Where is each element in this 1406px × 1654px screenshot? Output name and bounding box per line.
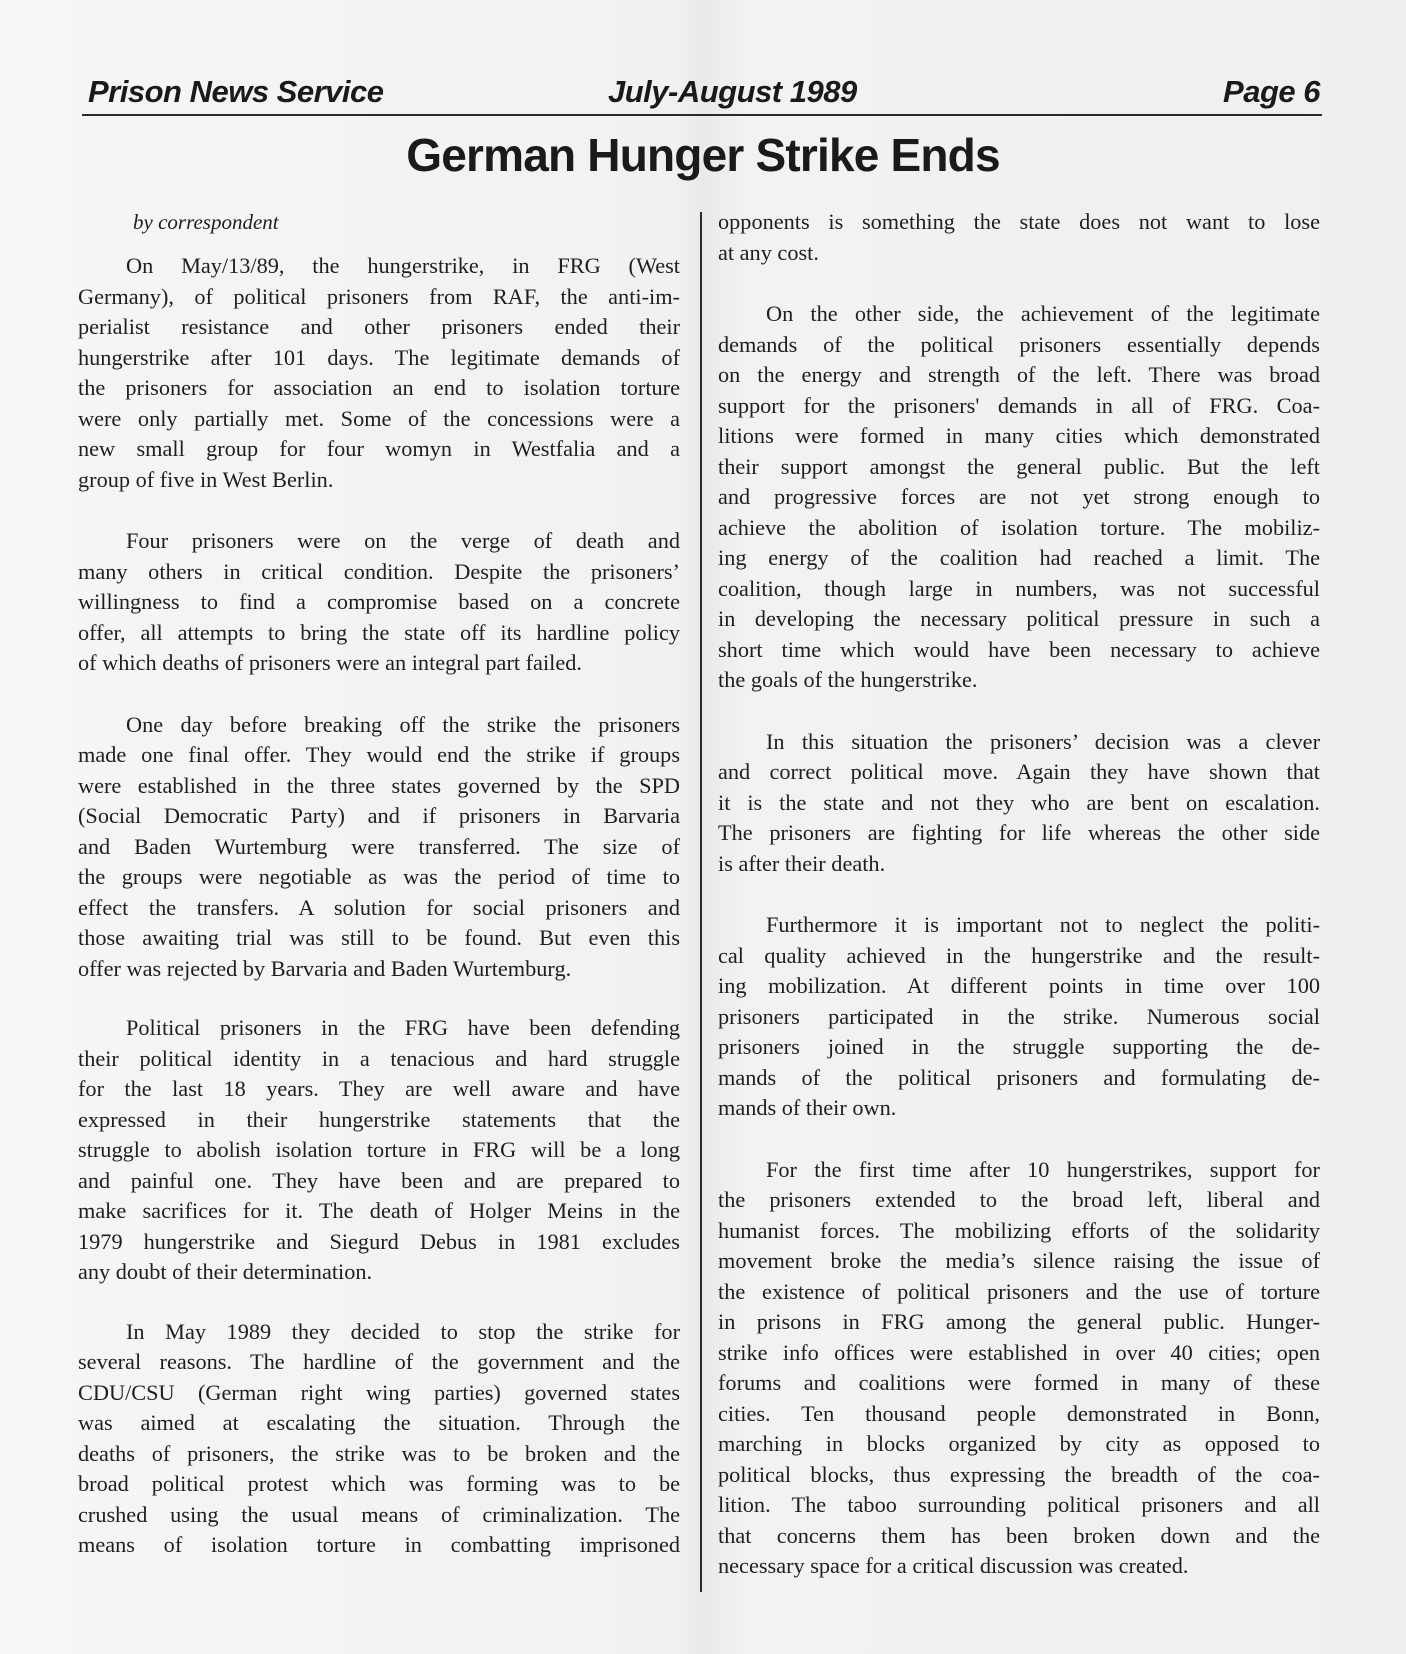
- text-line: In this situation the prisoners’ decision was a clever: [766, 728, 1320, 754]
- text-line: prisoners joined in the struggle supporting the de-: [718, 1034, 1320, 1059]
- text-line: the goals of the hungerstrike.: [718, 667, 978, 692]
- text-line: those awaiting trial was still to be found. But even this: [78, 925, 680, 950]
- article-column-right: [718, 207, 1320, 1612]
- text-line: short time which would have been necessary to achieve: [718, 636, 1320, 662]
- text-line: coalition, though large in numbers, was not successful: [718, 575, 1320, 601]
- paragraph: [718, 1155, 1320, 1582]
- text-line: and painful one. They have been and are prepared to: [78, 1167, 680, 1193]
- paragraph: [718, 299, 1320, 696]
- text-line: at any cost.: [718, 239, 819, 265]
- text-line: effect the transfers. A solution for social prisoners and: [78, 894, 680, 920]
- text-line: was aimed at escalating the situation. Through the: [78, 1410, 680, 1435]
- text-line: One day before breaking off the strike the prisoners: [126, 711, 680, 737]
- text-line: group of five in West Berlin.: [78, 466, 334, 492]
- text-line: and correct political move. Again they have shown that: [718, 759, 1320, 784]
- publication-name: Prison News Service: [88, 74, 384, 109]
- text-line: movement broke the media’s silence raising the issue of: [718, 1248, 1320, 1273]
- text-line: litions were formed in many cities which demonstrated: [718, 423, 1320, 448]
- text-line: any doubt of their determination.: [78, 1259, 373, 1284]
- paragraph: [78, 1013, 680, 1288]
- text-line: opponents is something the state does not want to lose: [718, 209, 1320, 234]
- masthead-rule: [82, 114, 1322, 116]
- text-line: and progressive forces are not yet strong enough to: [718, 484, 1320, 509]
- text-line: For the first time after 10 hungerstrikes, support for: [766, 1156, 1320, 1182]
- paragraph: [718, 727, 1320, 880]
- text-line: marching in blocks organized by city as opposed to: [718, 1431, 1320, 1456]
- text-line: Germany), of political prisoners from RAF, the anti-im-: [78, 283, 680, 309]
- text-line: offer, all attempts to bring the state off its hardline policy: [78, 619, 680, 645]
- text-line: of which deaths of prisoners were an integral part failed.: [78, 650, 582, 675]
- text-line: 1979 hungerstrike and Siegurd Debus in 1981 excludes: [78, 1228, 680, 1254]
- text-line: strike info offices were established in over 40 cities; open: [718, 1339, 1320, 1365]
- byline: by correspondent: [133, 210, 279, 234]
- text-line: in prisons in FRG among the general public. Hunger-: [718, 1309, 1320, 1334]
- text-line: CDU/CSU (German right wing parties) governed states: [78, 1379, 680, 1405]
- text-line: the existence of political prisoners and the use of torture: [718, 1278, 1320, 1304]
- text-line: forums and coalitions were formed in many of these: [718, 1370, 1320, 1395]
- text-line: hungerstrike after 101 days. The legitimate demands of: [78, 344, 680, 370]
- paragraph: [78, 526, 680, 679]
- text-line: demands of the political prisoners essentially depends: [718, 331, 1320, 357]
- text-line: on the energy and strength of the left. There was broad: [718, 362, 1320, 387]
- article-title: German Hunger Strike Ends: [406, 129, 1000, 181]
- text-line: The prisoners are fighting for life whereas the other side: [718, 820, 1320, 845]
- text-line: willingness to find a compromise based on a concrete: [78, 589, 680, 614]
- text-line: the groups were negotiable as was the period of time to: [78, 864, 680, 889]
- paragraph: [718, 207, 1320, 268]
- text-line: offer was rejected by Barvaria and Baden Wurtemburg.: [78, 955, 572, 981]
- column-divider: [700, 212, 702, 1592]
- page-number: Page 6: [1223, 74, 1320, 109]
- text-line: that concerns them has been broken down and the: [718, 1522, 1320, 1548]
- text-line: humanist forces. The mobilizing efforts of the solidarity: [718, 1217, 1320, 1243]
- text-line: expressed in their hungerstrike statements that the: [78, 1106, 680, 1132]
- text-line: cal quality achieved in the hungerstrike and the result-: [718, 942, 1320, 968]
- text-line: ing mobilization. At different points in time over 100: [718, 973, 1320, 998]
- masthead: [88, 70, 1320, 114]
- text-line: struggle to abolish isolation torture in FRG will be a long: [78, 1137, 680, 1162]
- text-line: lition. The taboo surrounding political prisoners and all: [718, 1492, 1320, 1517]
- text-line: crushed using the usual means of criminalization. The: [78, 1501, 680, 1527]
- text-line: were established in the three states governed by the SPD: [78, 772, 680, 798]
- text-line: means of isolation torture in combatting imprisoned: [78, 1532, 680, 1557]
- text-line: In May 1989 they decided to stop the strike for: [126, 1318, 680, 1344]
- text-line: broad political protest which was forming was to be: [78, 1471, 680, 1496]
- text-line: necessary space for a critical discussion was created.: [718, 1553, 1189, 1578]
- text-line: deaths of prisoners, the strike was to be broken and the: [78, 1440, 680, 1466]
- text-line: On the other side, the achievement of the legitimate: [766, 301, 1320, 326]
- text-line: new small group for four womyn in Westfalia and a: [78, 436, 680, 461]
- text-line: their political identity in a tenacious and hard struggle: [78, 1045, 680, 1071]
- text-line: achieve the abolition of isolation torture. The mobiliz-: [718, 514, 1320, 540]
- text-line: many others in critical condition. Despite the prisoners’: [78, 558, 680, 584]
- paragraph: [718, 910, 1320, 1124]
- text-line: Furthermore it is important not to neglect the politi-: [766, 912, 1320, 937]
- text-line: and Baden Wurtemburg were transferred. The size of: [78, 833, 680, 859]
- text-line: ing energy of the coalition had reached a limit. The: [718, 545, 1320, 570]
- text-line: cities. Ten thousand people demonstrated in Bonn,: [718, 1400, 1320, 1426]
- issue-date: July-August 1989: [608, 74, 857, 109]
- text-line: it is the state and not they who are bent on escalation.: [718, 789, 1320, 815]
- text-line: On May/13/89, the hungerstrike, in FRG (West: [126, 253, 680, 278]
- text-line: political blocks, thus expressing the breadth of the coa-: [718, 1461, 1320, 1487]
- text-line: mands of their own.: [718, 1095, 897, 1120]
- text-line: support for the prisoners' demands in all of FRG. Coa-: [718, 392, 1320, 418]
- text-line: made one final offer. They would end the strike if groups: [78, 742, 680, 767]
- text-line: make sacrifices for it. The death of Holger Meins in the: [78, 1198, 680, 1223]
- paragraph: [78, 251, 680, 495]
- text-line: Four prisoners were on the verge of death and: [126, 528, 680, 553]
- paragraph: [78, 1317, 680, 1561]
- text-line: for the last 18 years. They are well aware and have: [78, 1076, 680, 1101]
- text-line: the prisoners for association an end to isolation torture: [78, 375, 680, 400]
- article-column-left: [78, 207, 680, 1591]
- text-line: (Social Democratic Party) and if prisoners in Barvaria: [78, 803, 680, 828]
- text-line: the prisoners extended to the broad left, liberal and: [718, 1187, 1320, 1212]
- text-line: mands of the political prisoners and formulating de-: [718, 1064, 1320, 1090]
- text-line: Political prisoners in the FRG have been defending: [126, 1015, 680, 1040]
- text-line: in developing the necessary political pressure in such a: [718, 606, 1320, 631]
- paragraph: [78, 710, 680, 985]
- text-line: prisoners participated in the strike. Numerous social: [718, 1003, 1320, 1029]
- text-line: is after their death.: [718, 850, 886, 876]
- text-line: perialist resistance and other prisoners ended their: [78, 314, 680, 339]
- text-line: their support amongst the general public. But the left: [718, 453, 1320, 479]
- text-line: several reasons. The hardline of the government and the: [78, 1349, 680, 1374]
- text-line: were only partially met. Some of the concessions were a: [78, 405, 680, 431]
